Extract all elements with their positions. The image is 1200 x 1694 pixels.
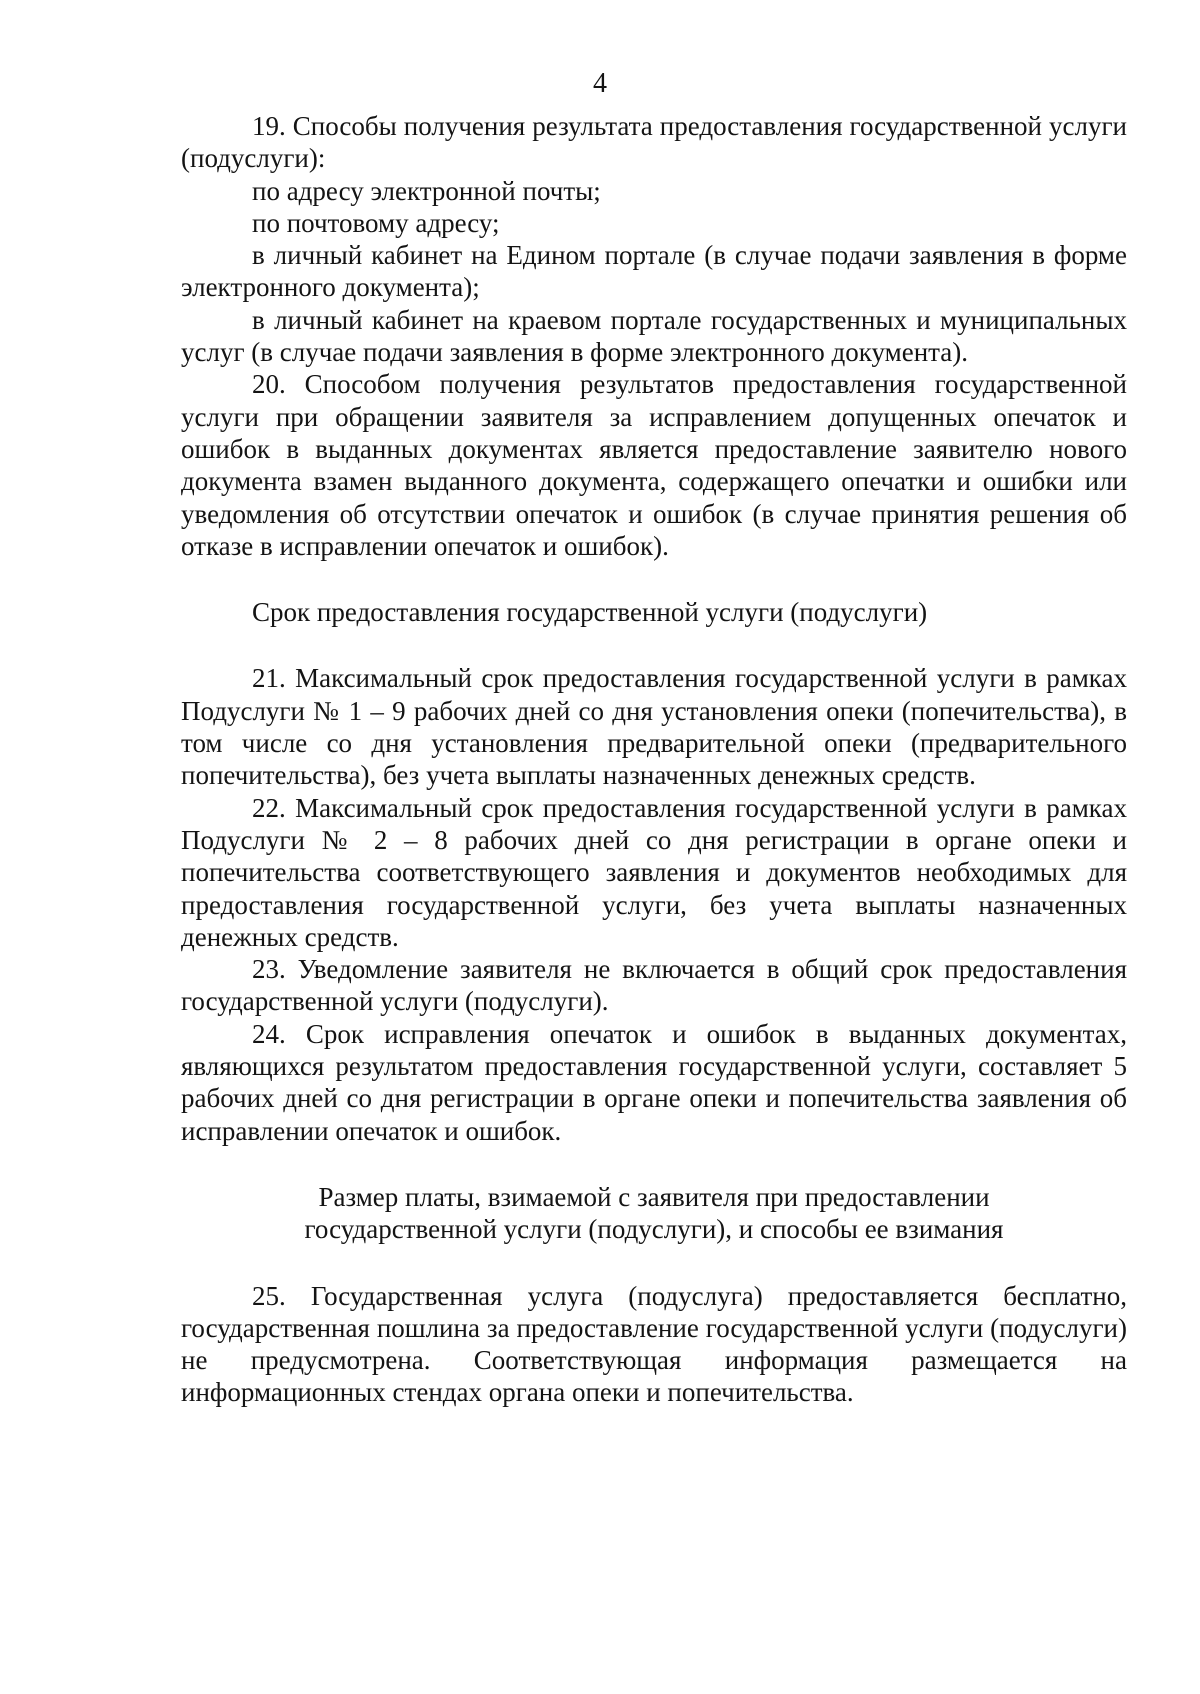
paragraph-22: 22. Максимальный срок предоставления государственной услуги в рамках Подуслуги № 2 – 8 рабочих дней со дня регистрации в органе опеки и попечительства соответствующего заявления и документов необходимых для предоставления государственной услуги, без учета выплаты назначенных денежных средств. — [181, 792, 1127, 952]
paragraph-24: 24. Срок исправления опечаток и ошибок в выданных документах, являющихся результатом предоставления государственной услуги, составляет 5 рабочих дней со дня регистрации в органе опеки и попечительства заявления об исправлении опечаток и ошибок. — [181, 1018, 1127, 1146]
paragraph-25: 25. Государственная услуга (подуслуга) предоставляется бесплатно, государственная пошлина за предоставление государственной услуги (подуслуги) не предусмотрена. Соответствующая информация размещается на информационных стендах органа опеки и попечительства. — [181, 1280, 1127, 1408]
list-item-regional-portal: в личный кабинет на краевом портале государственных и муниципальных услуг (в случае подачи заявления в форме электронного документа). — [181, 304, 1127, 368]
page-number: 4 — [593, 68, 607, 99]
list-item-unified-portal: в личный кабинет на Едином портале (в случае подачи заявления в форме электронного документа); — [181, 240, 1127, 303]
list-item-email: по адресу электронной почты; — [252, 175, 601, 206]
paragraph-21: 21. Максимальный срок предоставления государственной услуги в рамках Подуслуги № 1 – 9 рабочих дней со дня установления опеки (попечительства), в том числе со дня установления предварительной опеки (предварительного попечительства), без учета выплаты назначенных денежных средств. — [181, 663, 1127, 791]
section-heading-term: Срок предоставления государственной услуги (подуслуги) — [252, 597, 928, 628]
paragraph-19: 19. Способы получения результата предоставления государственной услуги (подуслуги): — [181, 111, 1127, 174]
list-item-postal: по почтовому адресу; — [252, 207, 500, 238]
section-heading-fee-line-1: Размер платы, взимаемой с заявителя при предоставлении — [318, 1181, 990, 1212]
paragraph-20: 20. Способом получения результатов предоставления государственной услуги при обращении заявителя за исправлением допущенных опечаток и ошибок в выданных документах является предоставление заявителю нового документа взамен выданного документа, содержащего опечатки и ошибки или уведомления об отсутствии опечаток и ошибок (в случае принятия решения об отказе в исправлении опечаток и ошибок). — [181, 369, 1127, 561]
document-body — [181, 110, 1127, 1409]
section-heading-fee — [181, 1181, 1127, 1246]
section-heading-fee-line-2: государственной услуги (подуслуги), и способы ее взимания — [304, 1214, 1004, 1245]
paragraph-23: 23. Уведомление заявителя не включается в общий срок предоставления государственной услуги (подуслуги). — [181, 954, 1127, 1017]
